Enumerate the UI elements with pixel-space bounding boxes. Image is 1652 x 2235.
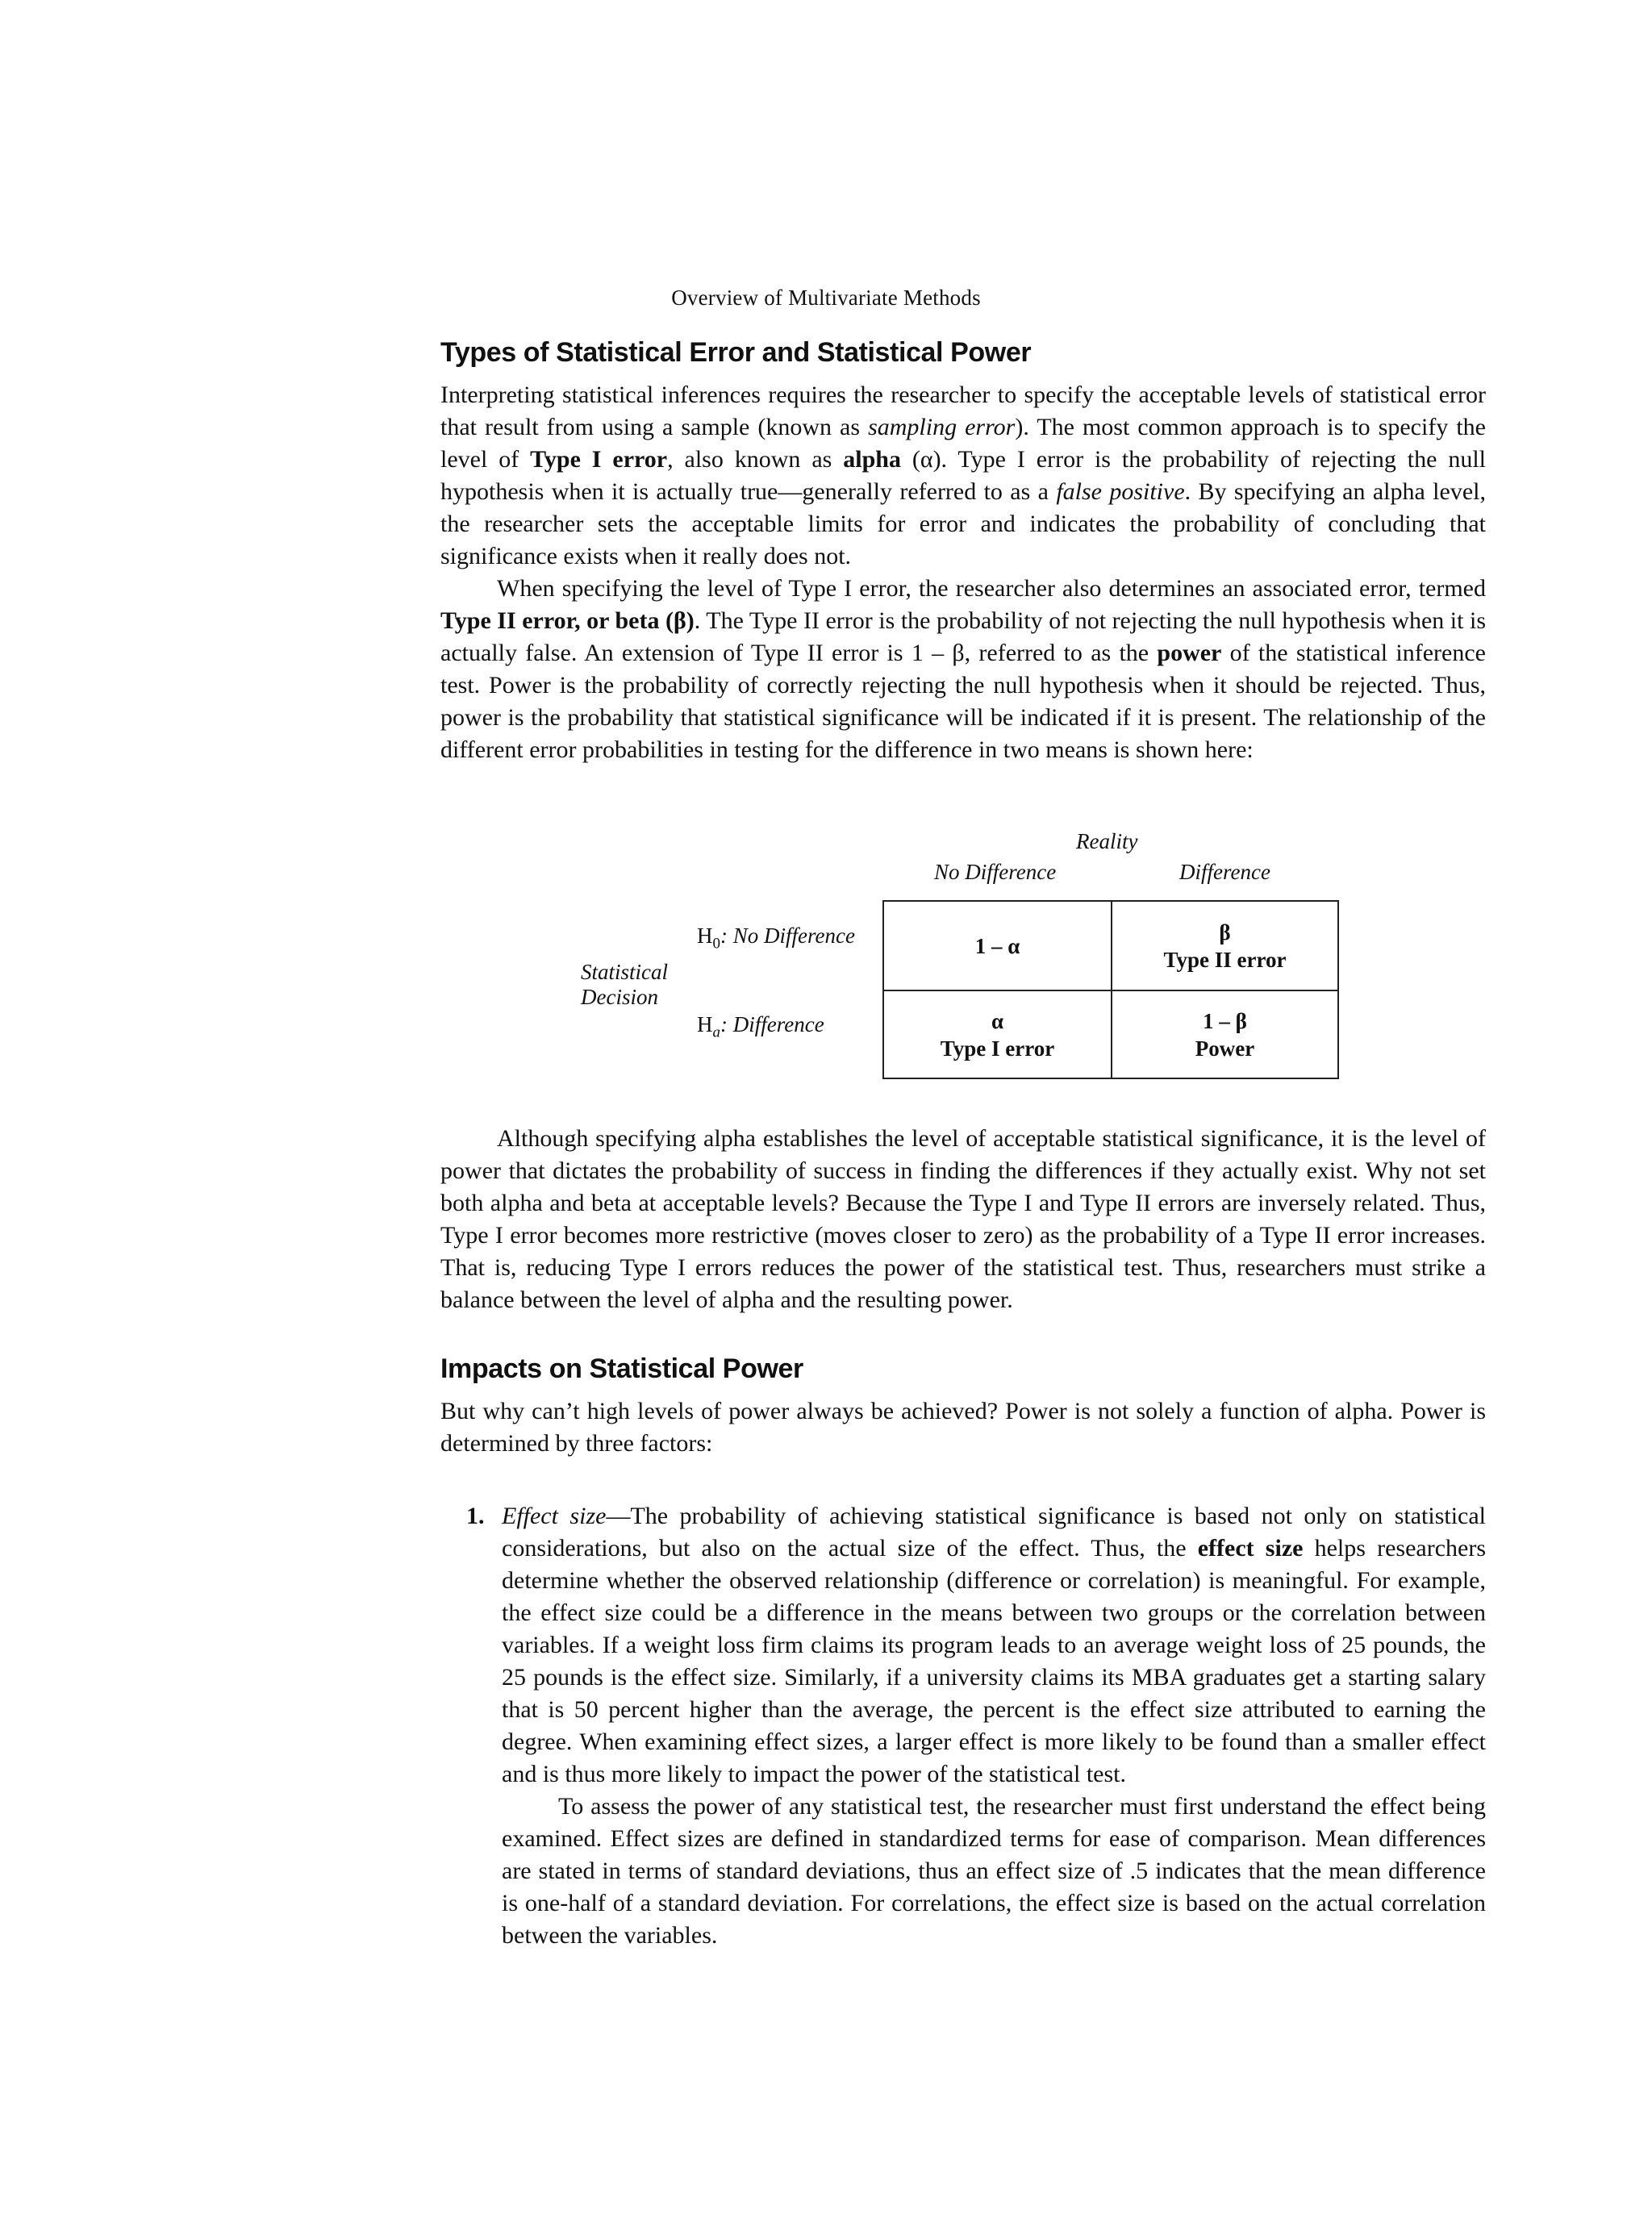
section-heading-impacts-on-power: Impacts on Statistical Power bbox=[440, 1353, 803, 1384]
bold-term: alpha bbox=[843, 446, 901, 473]
text-run: When specifying the level of Type I error, the researcher also determines an associated error, termed bbox=[497, 575, 1486, 602]
decision-label-line-1: Statistical bbox=[581, 960, 668, 984]
text-run: Interpreting statistical inferences requires the researcher to specify the acceptable levels of statistical error that result from using a sample (known as bbox=[440, 382, 1486, 440]
text-run: , also known as bbox=[667, 446, 844, 473]
text-run: ). The most common approach is to specify the level of bbox=[440, 414, 1486, 473]
paragraph-text: Although specifying alpha establishes the level of acceptable statistical significance, it is the level of power that dictates the probability of success in finding the differences if they actually exist. Why not set both alpha and beta at acceptable levels? Because the Type I and Type II errors are inversely related. Thus, Type I error becomes more restrictive (moves closer to zero) as the probability of a Type II error increases. That is, reducing Type I errors reduces the power of the statistical test. Thus, researchers must strike a balance between the level of alpha and the resulting power. bbox=[440, 1125, 1486, 1313]
ha-subscript: a bbox=[712, 1024, 720, 1041]
italic-term: sampling error bbox=[868, 414, 1016, 440]
paragraph-effect-size-definition bbox=[502, 1500, 1486, 1791]
row-header-ha bbox=[697, 1012, 824, 1041]
column-header-no-difference: No Difference bbox=[934, 860, 1057, 884]
cell-value: α bbox=[991, 1008, 1004, 1033]
cell-ha-no-difference bbox=[884, 990, 1111, 1078]
cell-value: β bbox=[1219, 919, 1231, 944]
running-head: Overview of Multivariate Methods bbox=[671, 286, 981, 310]
section-heading-types-of-error: Types of Statistical Error and Statistical Power bbox=[440, 337, 1032, 368]
h0-text: : No Difference bbox=[720, 924, 855, 948]
bold-term: power bbox=[1157, 640, 1222, 666]
ha-symbol: H bbox=[697, 1012, 713, 1036]
decision-label-line-2: Decision bbox=[581, 985, 658, 1009]
list-item-effect-size bbox=[466, 1500, 1486, 1952]
reality-label: Reality bbox=[1076, 829, 1138, 853]
text-run: —The probability of achieving statistical significance is based not only on statistical considerations, but also on the actual size of the effect. Thus, the bbox=[502, 1503, 1487, 1562]
cell-h0-difference bbox=[1111, 902, 1337, 990]
ha-text: : Difference bbox=[720, 1012, 824, 1036]
italic-term: Effect size bbox=[502, 1503, 607, 1529]
row-header-h0 bbox=[697, 924, 855, 953]
cell-value: 1 – β bbox=[1203, 1008, 1247, 1033]
italic-term: false positive bbox=[1056, 478, 1185, 505]
paragraph-text: But why can’t high levels of power always be achieved? Power is not solely a function of alpha. Power is determined by three factors: bbox=[440, 1398, 1486, 1457]
h0-subscript: 0 bbox=[712, 935, 720, 953]
cell-label: Type II error bbox=[1163, 947, 1287, 972]
cell-label: Power bbox=[1195, 1036, 1255, 1061]
paragraph-type-i-error bbox=[440, 379, 1486, 573]
text-run: (α). Type I error is the probability of rejecting the null hypothesis when it is actually true—generally referred to as a bbox=[440, 446, 1486, 505]
cell-ha-difference bbox=[1111, 990, 1337, 1078]
h0-symbol: H bbox=[697, 924, 713, 948]
bold-term: Type I error bbox=[530, 446, 668, 473]
statistical-decision-label bbox=[581, 960, 668, 1010]
list-number: 1. bbox=[466, 1503, 485, 1529]
column-header-difference: Difference bbox=[1179, 860, 1270, 884]
text-run: . By specifying an alpha level, the researcher sets the acceptable limits for error and indicates the probability of concluding that significance exists when it really does not. bbox=[440, 478, 1486, 569]
bold-term: effect size bbox=[1197, 1535, 1304, 1562]
text-run: of the statistical inference test. Power is the probability of correctly rejecting the null hypothesis when it should be rejected. Thus, power is the probability that statistical significance will be indicated if it is present. The relationship of the different error probabilities in testing for the difference in two means is shown here: bbox=[440, 640, 1486, 763]
decision-grid bbox=[882, 900, 1339, 1079]
text-run: helps researchers determine whether the observed relationship (difference or correlation) is meaningful. For example, the effect size could be a difference in the means between two groups or the correlation between variables. If a weight loss firm claims its program leads to an average weight loss of 25 pounds, the 25 pounds is the effect size. Similarly, if a university claims its MBA graduates get a starting salary that is 50 percent higher than the average, the percent is the effect size attributed to earning the degree. When examining effect sizes, a larger effect is more likely to be found than a smaller effect and is thus more likely to impact the power of the statistical test. bbox=[502, 1535, 1486, 1787]
list-item-body bbox=[502, 1500, 1486, 1952]
paragraph-type-ii-error bbox=[440, 573, 1486, 766]
bold-term: Type II error, or beta (β) bbox=[440, 607, 695, 634]
cell-label: Type I error bbox=[940, 1036, 1055, 1061]
paragraph-power-factors-intro bbox=[440, 1395, 1486, 1460]
cell-value: 1 – α bbox=[974, 933, 1020, 958]
cell-h0-no-difference bbox=[884, 902, 1111, 990]
paragraph-alpha-power-balance bbox=[440, 1123, 1486, 1316]
paragraph-assess-power: To assess the power of any statistical test, the researcher must first understand the effect being examined. Effect sizes are defined in standardized terms for ease of comparison. Mean differences are stated in terms of standard deviations, thus an effect size of .5 indicates that the mean difference is one-half of a standard deviation. For correlations, the effect size is based on the actual correlation between the variables. bbox=[502, 1793, 1486, 1949]
text-run: . The Type II error is the probability of not rejecting the null hypothesis when it is actually false. An extension of Type II error is 1 – β, referred to as the bbox=[440, 607, 1486, 666]
section1-body bbox=[440, 379, 1486, 766]
